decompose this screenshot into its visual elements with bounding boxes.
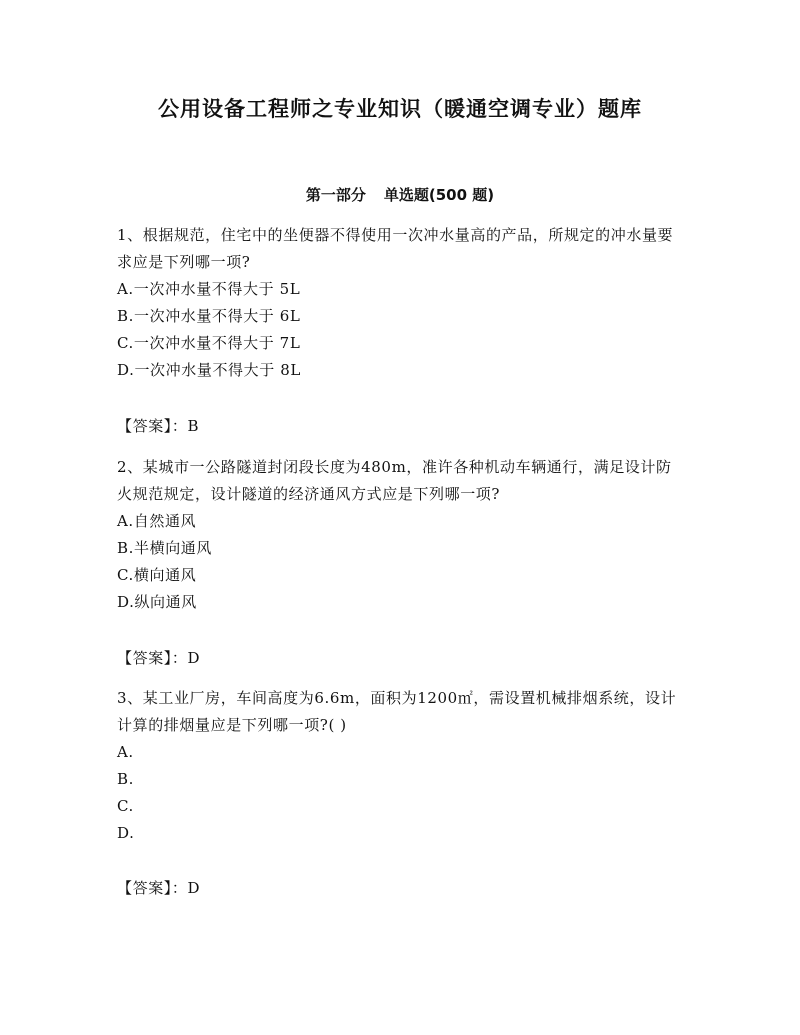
section-part: 第一部分 (305, 186, 366, 204)
option-a: A.一次冲水量不得大于 5L (117, 280, 301, 298)
answer-label: 【答案】： (117, 649, 188, 667)
section-name: 单选题(500 题) (383, 186, 495, 204)
question-1 (117, 222, 687, 384)
question-2 (117, 454, 687, 616)
option-d: D.一次冲水量不得大于 8L (117, 361, 301, 379)
option-b: B. (117, 770, 134, 788)
answer-1 (117, 414, 199, 438)
question-stem: 3、某工业厂房，车间高度为6.6m，面积为1200㎡，需设置机械排烟系统，设计计算的排烟量应是下列哪一项?( ) (117, 689, 677, 734)
option-a: A. (117, 743, 134, 761)
answer-2 (117, 646, 200, 670)
option-b: B.半横向通风 (117, 539, 212, 557)
answer-label: 【答案】： (117, 417, 188, 435)
answer-value: B (187, 417, 200, 435)
option-c: C.横向通风 (117, 566, 197, 584)
question-stem: 1、根据规范，住宅中的坐便器不得使用一次冲水量高的产品，所规定的冲水量要求应是下列哪一项? (117, 226, 674, 271)
question-3 (117, 685, 687, 847)
answer-value: D (187, 879, 201, 897)
answer-value: D (187, 649, 201, 667)
answer-label: 【答案】： (117, 879, 188, 897)
option-c: C.一次冲水量不得大于 7L (117, 334, 301, 352)
option-b: B.一次冲水量不得大于 6L (117, 307, 301, 325)
option-c: C. (117, 797, 134, 815)
section-heading (0, 183, 800, 207)
question-stem: 2、某城市一公路隧道封闭段长度为480m，准许各种机动车辆通行，满足设计防火规范规定，设计隧道的经济通风方式应是下列哪一项? (117, 458, 672, 503)
option-d: D. (117, 824, 135, 842)
option-a: A.自然通风 (117, 512, 197, 530)
answer-3 (117, 876, 200, 900)
document-title: 公用设备工程师之专业知识（暖通空调专业）题库 (158, 97, 642, 121)
option-d: D.纵向通风 (117, 593, 197, 611)
